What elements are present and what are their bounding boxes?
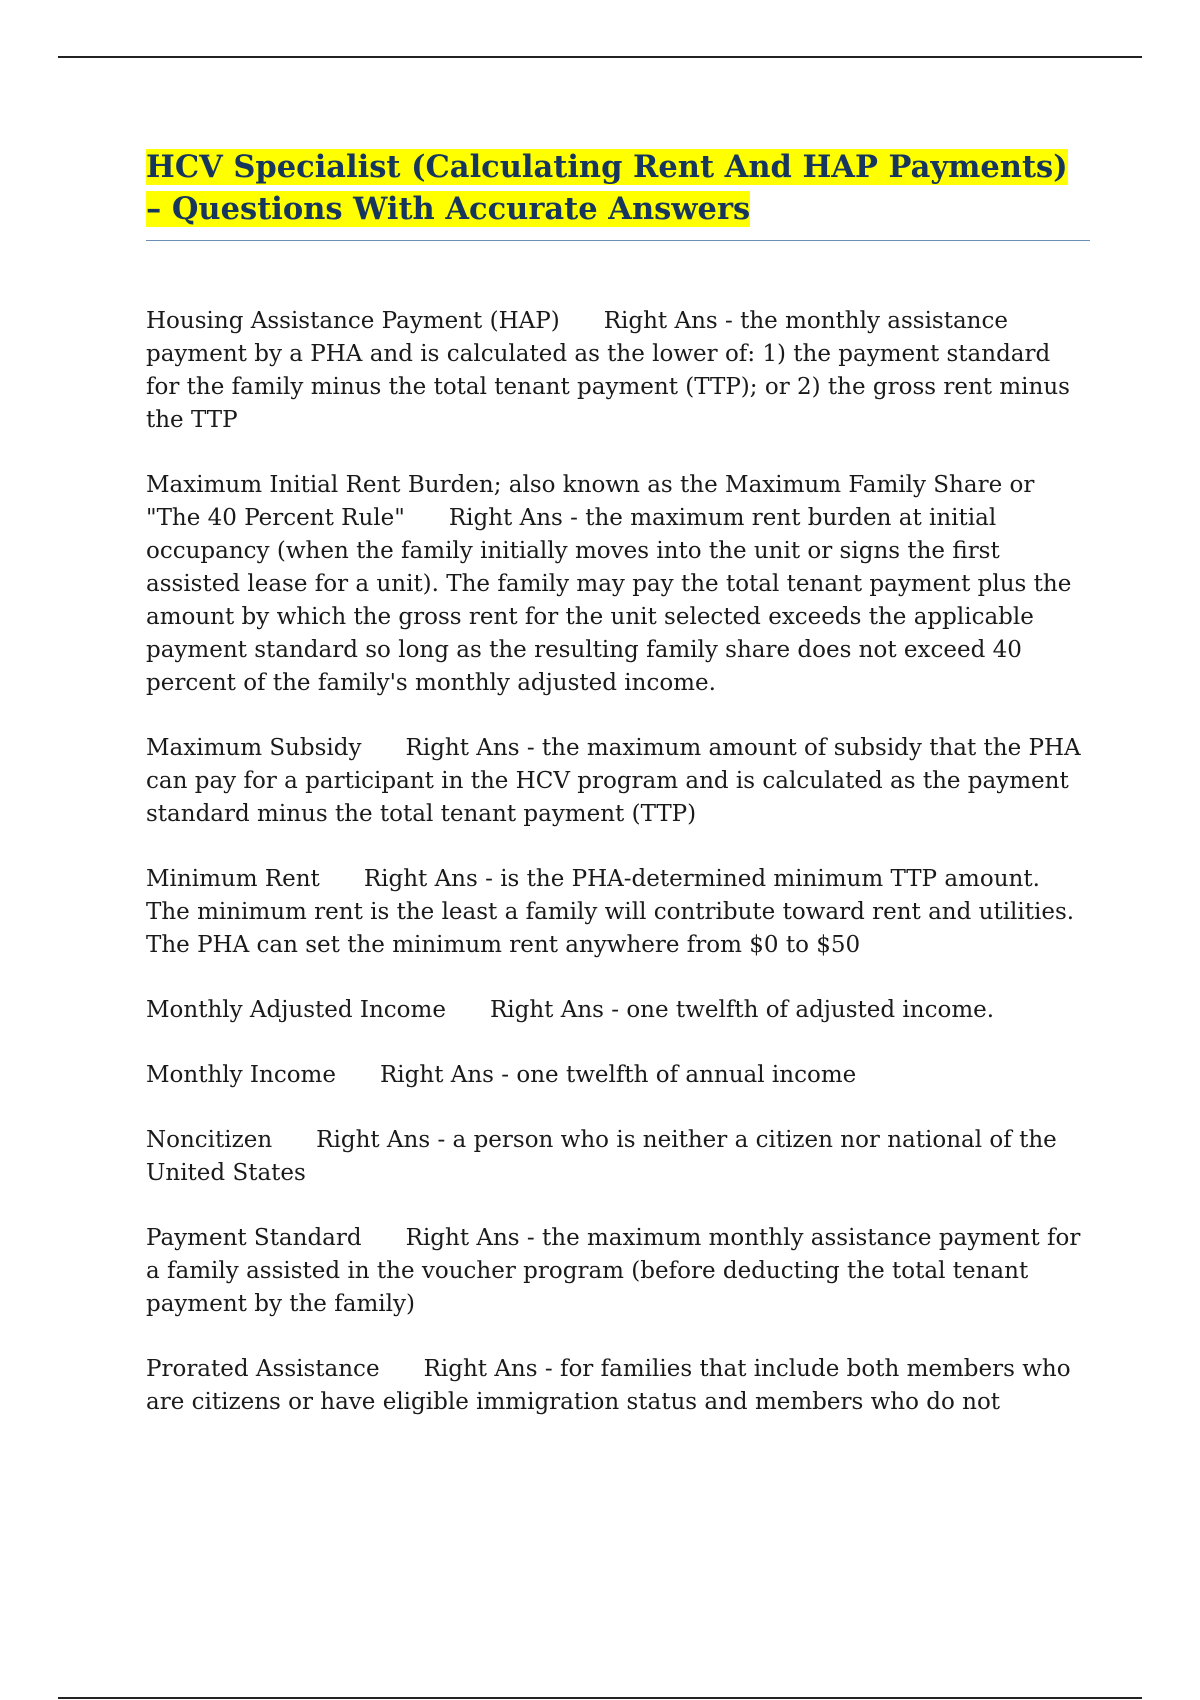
qa-item: [146, 469, 1090, 700]
qa-answer: Right Ans - the maximum rent burden at initial occupancy (when the family initially moves into the unit or signs the first assisted lease for a unit). The family may pay the total tenant payment plus the amount by which the gross rent for the unit selected exceeds the applicable payment standard so long as the resulting family share does not exceed 40 percent of the family's monthly adjusted income.: [146, 505, 1072, 696]
footer-rule: [58, 1697, 1142, 1699]
qa-item: [146, 1059, 1090, 1092]
qa-answer: Right Ans - the monthly assistance payment by a PHA and is calculated as the lower of: 1) the payment standard for the family minus the total tenant payment (TTP); or 2) the gross rent minus the TTP: [146, 308, 1070, 433]
qa-term: Housing Assistance Payment (HAP): [146, 308, 560, 334]
qa-term: Payment Standard: [146, 1225, 362, 1251]
qa-term: Prorated Assistance: [146, 1356, 380, 1382]
qa-term: Maximum Initial Rent Burden; also known as the Maximum Family Share or "The 40 Percent Rule": [146, 472, 1035, 531]
qa-answer: Right Ans - for families that include both members who are citizens or have eligible immigration status and members who do not: [146, 1356, 1071, 1415]
qa-item: [146, 1124, 1090, 1190]
qa-item: [146, 732, 1090, 831]
qa-item: [146, 863, 1090, 962]
title-underline: [146, 240, 1090, 241]
qa-item: [146, 1353, 1090, 1419]
qa-term: Maximum Subsidy: [146, 735, 362, 761]
qa-term: Noncitizen: [146, 1127, 273, 1153]
qa-answer: Right Ans - a person who is neither a citizen nor national of the United States: [146, 1127, 1057, 1186]
qa-item: [146, 994, 1090, 1027]
qa-term: Monthly Adjusted Income: [146, 997, 446, 1023]
qa-term: Minimum Rent: [146, 866, 320, 892]
qa-answer: Right Ans - is the PHA-determined minimum TTP amount. The minimum rent is the least a family will contribute toward rent and utilities. The PHA can set the minimum rent anywhere from $0 to $50: [146, 866, 1075, 958]
header-rule: [58, 56, 1142, 58]
qa-item: [146, 305, 1090, 437]
page-content: [146, 146, 1090, 1451]
qa-answer: Right Ans - the maximum monthly assistance payment for a family assisted in the voucher program (before deducting the total tenant payment by the family): [146, 1225, 1081, 1317]
qa-answer: Right Ans - one twelfth of annual income: [379, 1062, 857, 1088]
qa-answer: Right Ans - one twelfth of adjusted income.: [489, 997, 995, 1023]
title-highlight: HCV Specialist (Calculating Rent And HAP Payments) – Questions With Accurate Answers: [146, 149, 1068, 227]
document-title: [146, 146, 1090, 230]
qa-term: Monthly Income: [146, 1062, 336, 1088]
qa-list: [146, 305, 1090, 1419]
qa-item: [146, 1222, 1090, 1321]
qa-answer: Right Ans - the maximum amount of subsidy that the PHA can pay for a participant in the HCV program and is calculated as the payment standard minus the total tenant payment (TTP): [146, 735, 1081, 827]
